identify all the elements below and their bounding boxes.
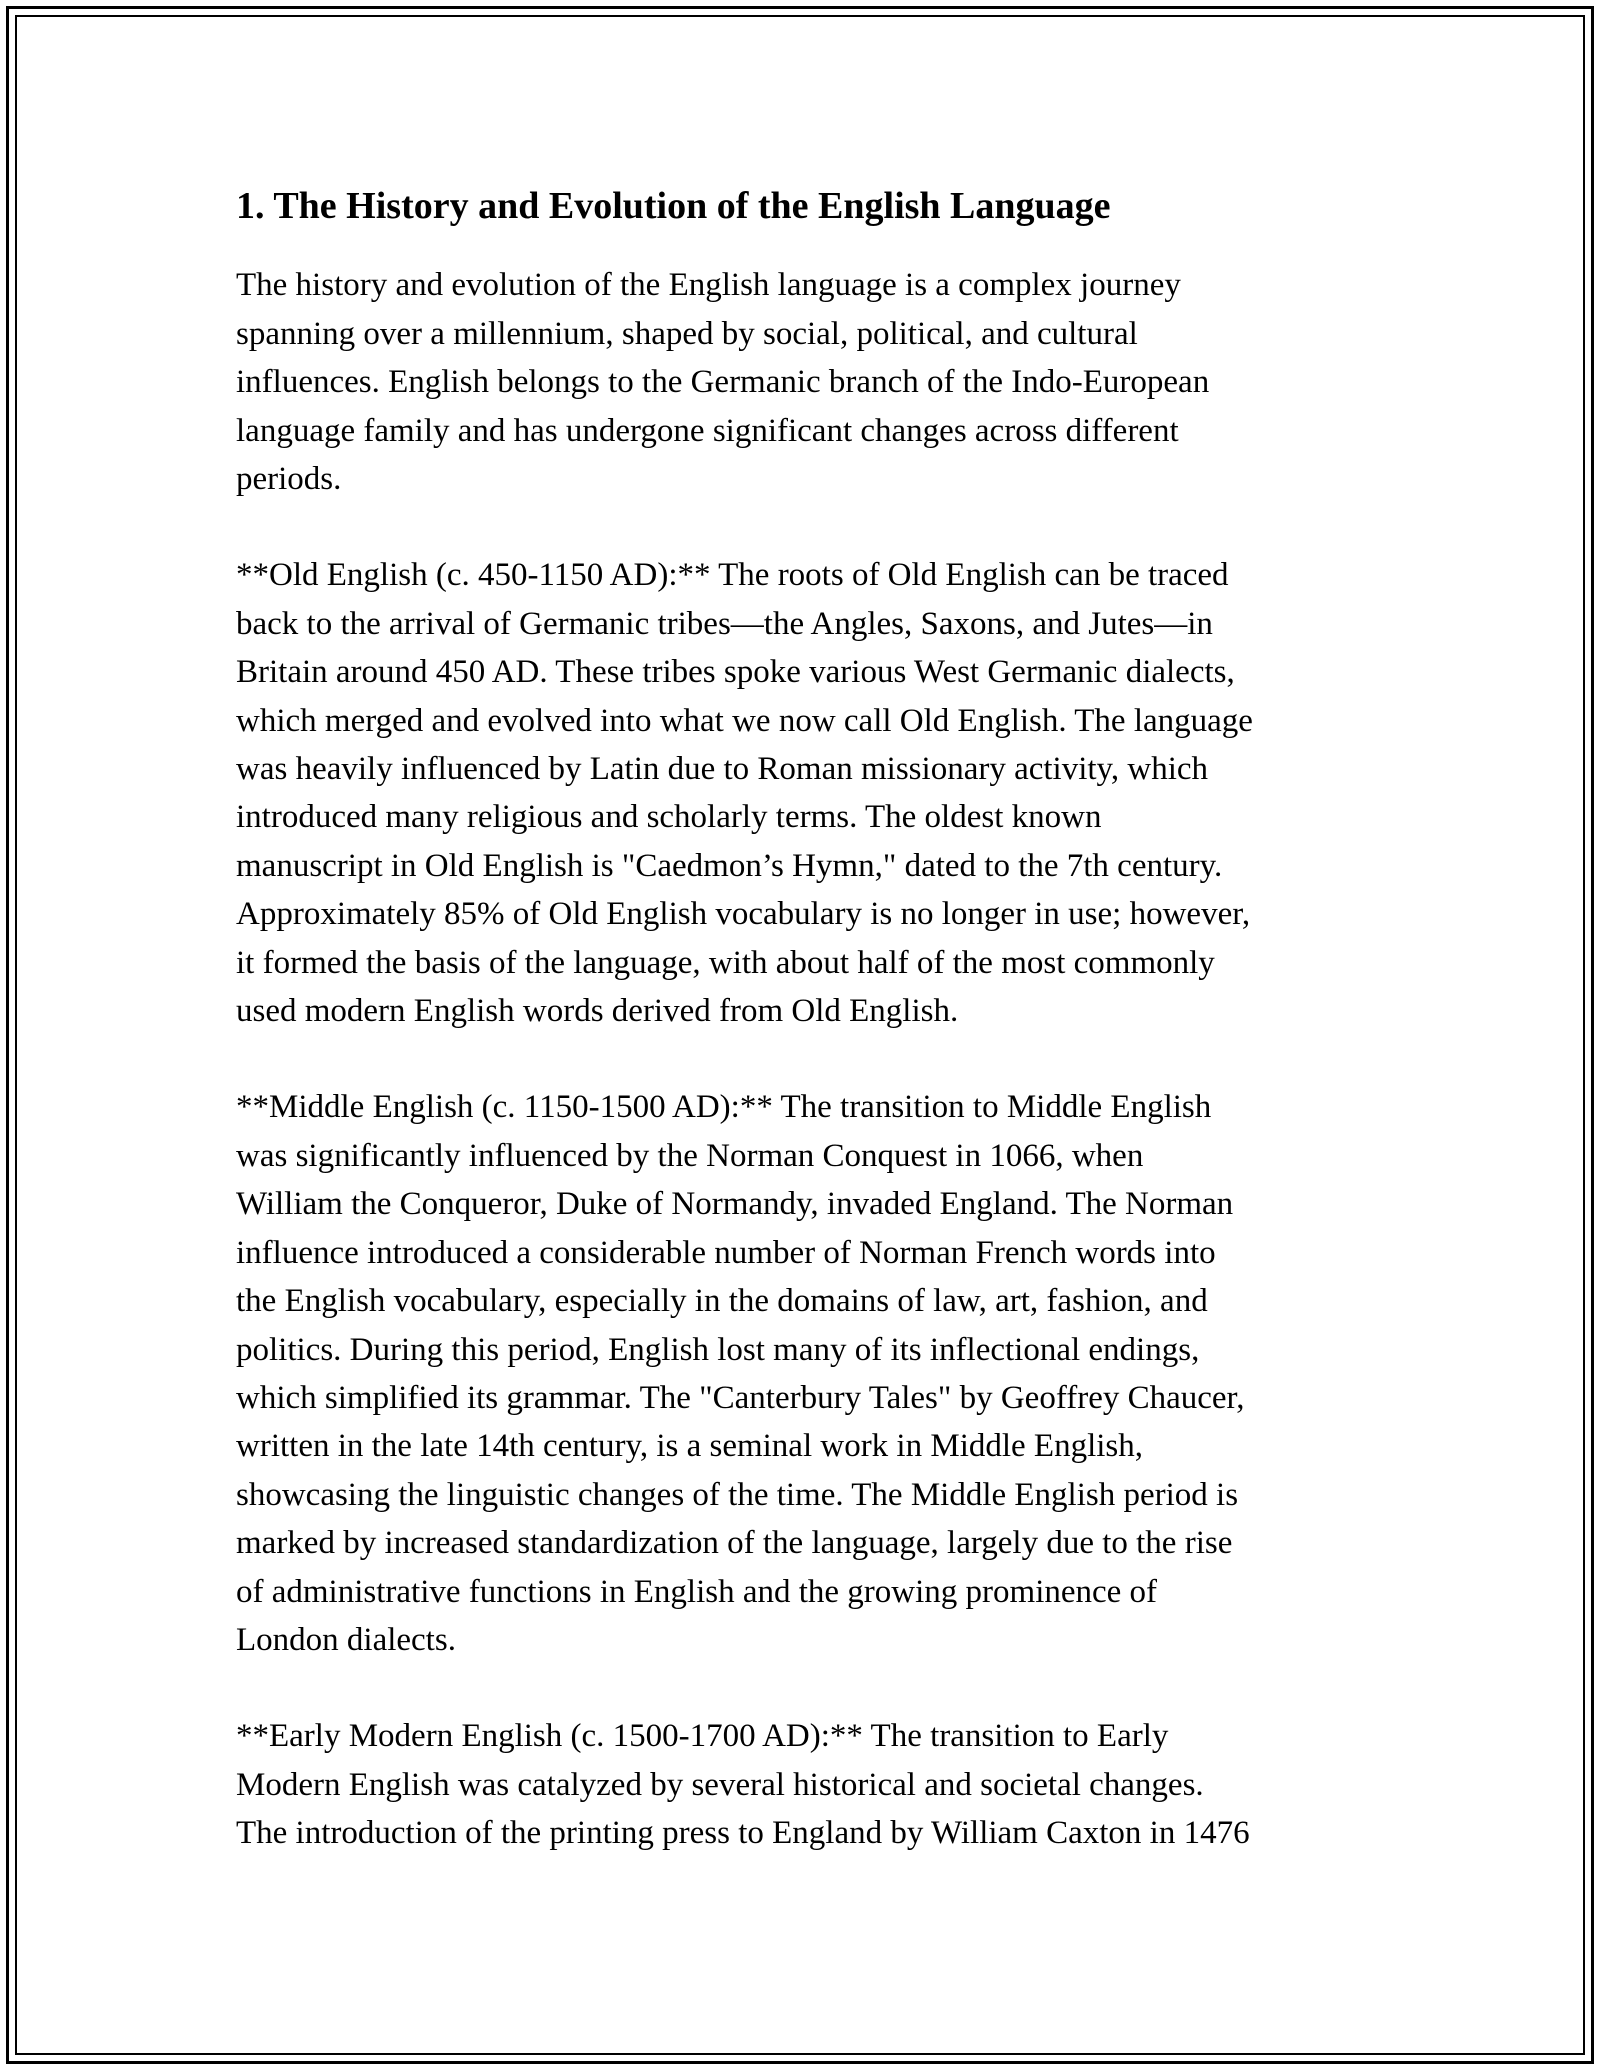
paragraph-middle-english: **Middle English (c. 1150-1500 AD):** The transition to Middle English was significantly influenced by the Norman Conquest in 1066, when William the Conqueror, Duke of Normandy, invaded England. The Norman influence introduced a considerable number of Norman French words into the English vocabulary, especially in the domains of law, art, fashion, and politics. During this period, English lost many of its inflectional endings, which simplified its grammar. The "Canterbury Tales" by Geoffrey Chaucer, written in the late 14th century, is a seminal work in Middle English, showcasing the linguistic changes of the time. The Middle English period is marked by increased standardization of the language, largely due to the rise of administrative functions in English and the growing prominence of London dialects. [236,1089,1245,1658]
paragraph-old-english: **Old English (c. 450-1150 AD):** The roots of Old English can be traced back to the arrival of Germanic tribes—the Angles, Saxons, and Jutes—in Britain around 450 AD. These tribes spoke various West Germanic dialects, which merged and evolved into what we now call Old English. The language was heavily influenced by Latin due to Roman missionary activity, which introduced many religious and scholarly terms. The oldest known manuscript in Old English is "Caedmon’s Hymn," dated to the 7th century. Approximately 85% of Old English vocabulary is no longer in use; however, it formed the basis of the language, with about half of the most commonly used modern English words derived from Old English. [236,557,1253,1030]
document-body [236,182,1376,1858]
paragraph-early-modern-english: **Early Modern English (c. 1500-1700 AD):** The transition to Early Modern English was catalyzed by several historical and societal changes. The introduction of the printing press to England by William Caxton in 1476 [236,1718,1250,1852]
section-heading: 1. The History and Evolution of the English Language [236,185,1111,227]
paragraph-intro: The history and evolution of the English language is a complex journey spanning over a millennium, shaped by social, political, and cultural influences. English belongs to the Germanic branch of the Indo-European language family and has undergone significant changes across different periods. [236,267,1210,498]
